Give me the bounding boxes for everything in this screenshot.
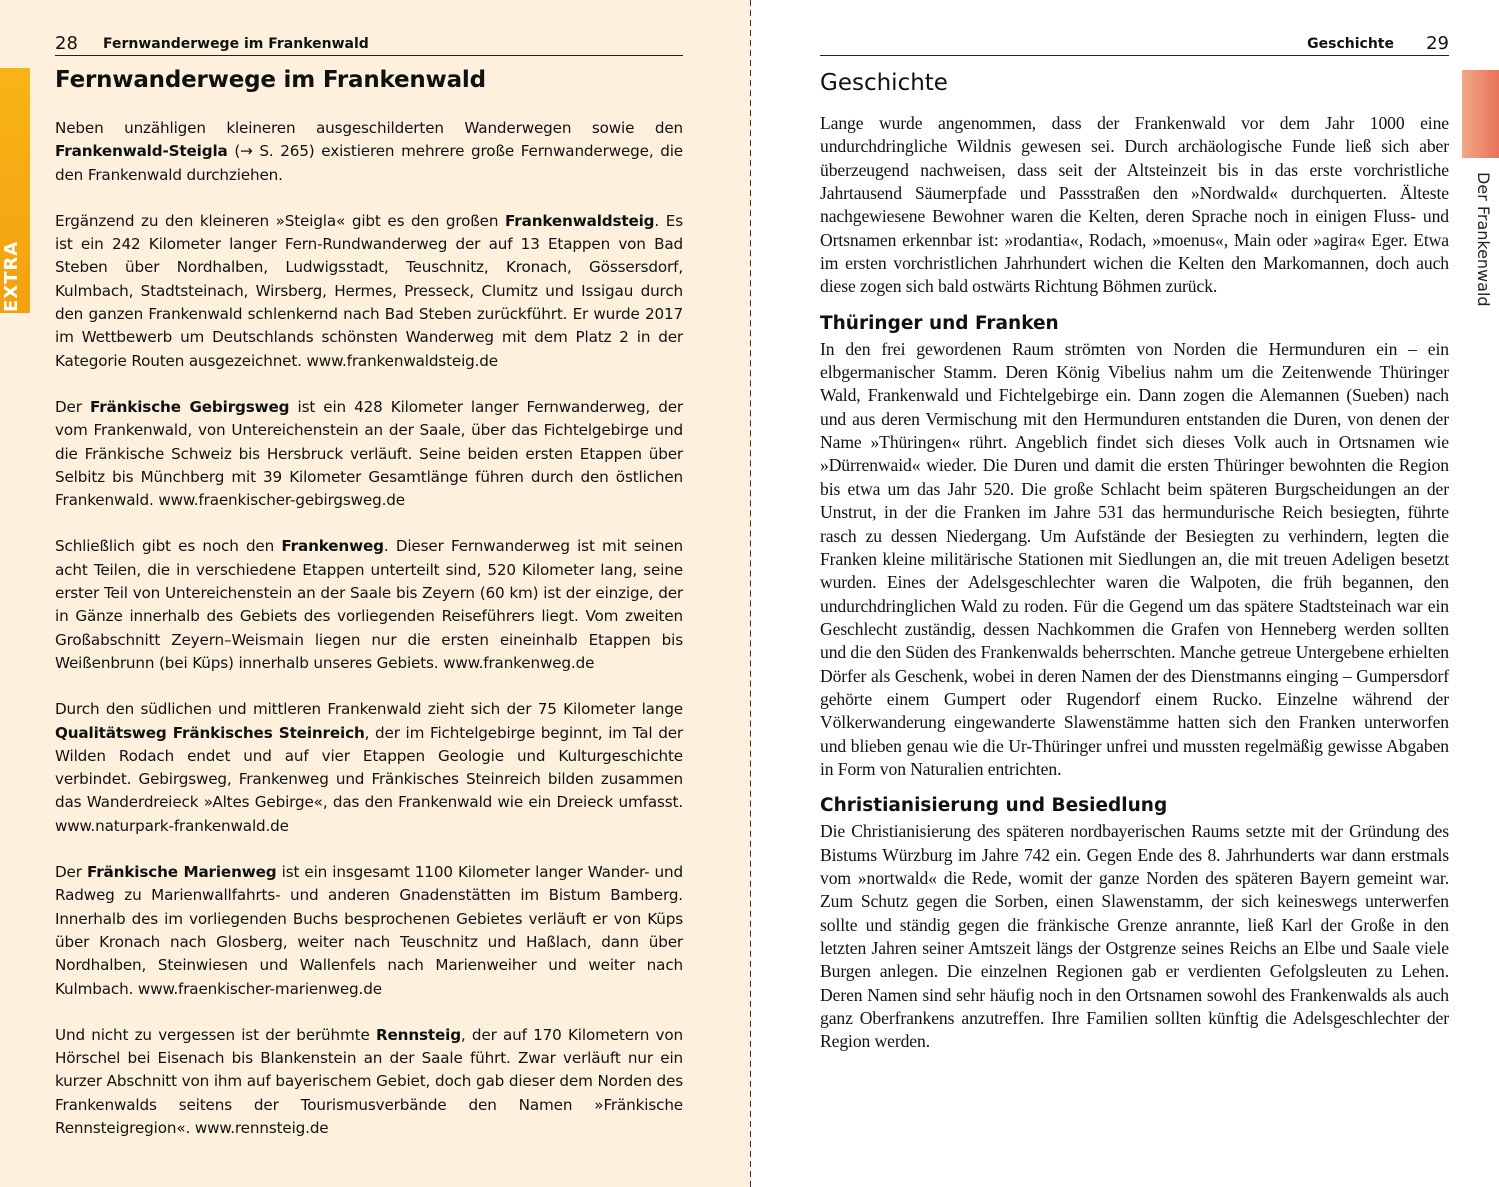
left-running-head: Fernwanderwege im Frankenwald [103,36,369,52]
bold-term: Frankenweg [281,537,384,556]
bold-term: Rennsteig [375,1025,461,1044]
paragraph-steigla [55,117,683,187]
text-run: Der [55,863,87,882]
paragraph-steinreich [55,698,683,838]
paragraph-gebirgsweg [55,396,683,512]
section-text-christianisierung: Die Christianisierung des späteren nordbayerischen Raums setzte mit der Gründung des Bistums Würzburg im Jahre 742 ein. Gegen Ende des 8. Jahrhunderts war dann erstmals vom »nortwald« die Rede, womit der ganze Norden des späteren Bayern gemeint war. Zum Schutz gegen die Sorben, einen Slawenstamm, der sich keineswegs unterwerfen sollte und ständig gegen die fränkische Grenze anrannte, ließ Karl der Große in den letzten Jahren seiner Amtszeit längs der Ostgrenze seines Reichs an Elbe und Saale viele Burgen anlegen. Die einzelnen Regionen gab er verdienten Gefolgsleuten zu Lehen. Deren Namen sind sehr häufig noch in den Ortsnamen sowohl des Frankenwalds als auch ganz Oberfrankens anzutreffen. Ihre Familien sollten künftig die Adelsgeschlechter der Region werden. [820,821,1449,1052]
paragraph-marienweg [55,861,683,1001]
text-run: , der im Fichtelgebirge beginnt, im Tal der Wilden Rodach endet und auf vier Etappen Geologie und Kulturgeschichte verbindet. Gebirgsweg, Frankenweg und Fränkisches Steinreich bilden zusammen das Wanderdreieck »Altes Gebirge«, das den Frankenwald wie ein Dreieck umfasst. www.naturpark-frankenwald.de [55,723,683,835]
right-page-header [820,33,1449,56]
paragraph-rennsteig [55,1024,683,1140]
text-run: ist ein 428 Kilometer langer Fernwanderweg, der vom Frankenwald, von Untereichenstein an der Saale, über das Fichtelgebirge und die Fränkische Schweiz bis Hersbruck verläuft. Seine beiden ersten Etappen über Selbitz bis Münchberg mit 39 Kilometer Gesamtlänge führen durch den östlichen Frankenwald. www.fraenkischer-gebirgsweg.de [55,397,683,510]
bold-term: Fränkische Gebirgsweg [89,397,290,416]
right-page [751,0,1499,1187]
text-run: . Dieser Fernwanderweg ist mit seinen acht Teilen, die in verschiedene Etappen unterteilt sind, 520 Kilometer lang, seine erster Teil von Untereichenstein an der Saale bis Zeyern (60 km) ist der einzige, der in Gänze innerhalb des Gebiets des vorliegenden Reiseführers liegt. Vom zweiten Großabschnitt Zeyern–Weismain liegen nur die ersten eineinhalb Etappen bis Weißenbrunn (bei Küps) innerhalb unseres Gebiets. www.frankenweg.de [55,537,683,672]
text-run: ist ein insgesamt 1100 Kilometer langer Wander- und Radweg zu Marienwallfahrts- und anderen Gnadenstätten im Bistum Bamberg. Innerhalb des im vorliegenden Buchs besprochenen Gebietes verläuft er von Küps über Kronach nach Glosberg, weiter nach Teuschnitz und Haßlach, dann über Nordhalben, Steinwiesen und Wallenfels nach Marienweiher und weiter nach Kulmbach. www.fraenkischer-marienweg.de [55,863,683,998]
paragraph-frankenwaldsteig [55,210,683,373]
text-run: Durch den südlichen und mittleren Frankenwald zieht sich der 75 Kilometer lange [55,700,683,719]
right-page-content [820,68,1449,1054]
extra-side-label: EXTRA [1,240,22,312]
right-page-title: Geschichte [820,70,948,96]
text-run: Der [55,397,90,416]
bold-term: Fränkische Marienweg [86,863,277,882]
left-page-number: 28 [55,33,78,54]
right-running-head: Geschichte [1307,36,1394,52]
chapter-side-tab [1462,70,1499,158]
left-page-content [55,65,683,1163]
bold-term: Frankenwald-Steigla [55,142,228,161]
left-page-header [55,33,683,56]
text-run: . Es ist ein 242 Kilometer langer Fern-Rundwanderweg der auf 13 Etappen von Bad Steben über Nordhalben, Ludwigsstadt, Teuschnitz, Kronach, Gössersdorf, Kulmbach, Stadtsteinach, Wirsberg, Hermes, Presseck, Clumitz und Issigau durch den ganzen Frankenwald schlenkernd nach Bad Steben zurückführt. Er wurde 2017 im Wettbewerb um Deutschlands schönsten Wanderweg mit dem Platz 2 in der Kategorie Routen ausgezeichnet. www.frankenwaldsteig.de [55,211,683,370]
text-run: Schließlich gibt es noch den [55,537,282,556]
left-page-title: Fernwanderwege im Frankenwald [55,67,486,93]
text-run: , der auf 170 Kilometern von Hörschel bei Eisenach bis Blankenstein an der Saale führt. Zwar verläuft nur ein kurzer Abschnitt von ihm auf bayerischem Gebiet, doch gab dieser dem Norden des Frankenwalds seitens der Tourismusverbände den Namen »Fränkische Rennsteigregion«. www.rennsteig.de [55,1025,683,1137]
text-run: Ergänzend zu den kleineren »Steigla« gibt es den großen [55,211,506,230]
text-run: (→ S. 265) existieren mehrere große Fernwanderwege, die den Frankenwald durchziehen. [55,142,683,184]
chapter-side-label: Der Frankenwald [1474,172,1493,307]
bold-term: Frankenwaldsteig [505,211,655,230]
intro-paragraph: Lange wurde angenommen, dass der Frankenwald vor dem Jahr 1000 eine undurchdringliche Wildnis gewesen sei. Durch archäologische Funde ließ sich aber überzeugend nachweisen, dass seit der Altsteinzeit bis in das erste vorchristliche Jahrtausend Säumerpfade und Passstraßen den »Nordwald« durchquerten. Älteste nachgewiesene Bewohner waren die Kelten, deren Sprache noch in einigen Fluss- und Ortsnamen erkennbar ist: »rodantia«, Rodach, »moenus«, Main oder »agira« Eger. Etwa im ersten vorchristlichen Jahrhundert wichen die Kelten den Markomannen, doch auch diese zogen sich bald ostwärts Richtung Böhmen zurück. [820,113,1449,297]
bold-term: Qualitätsweg Fränkisches Steinreich [55,723,365,742]
text-run: Und nicht zu vergessen ist der berühmte [55,1025,376,1044]
section-text-thueringer: In den frei gewordenen Raum strömten von Norden die Hermunduren ein – ein elbgermanischer Stamm. Deren König Vibelius nahm um die Zeitenwende Thüringer Wald, Frankenwald und Fichtelgebirge ein. Dann zogen die Alemannen (Sueben) nach und aus deren Vermischung mit den Hermunduren entstanden die Duren, von denen der Name »Thüringen« rührt. Angeblich findet sich dieses Volk auch in Ortsnamen wie »Dürrenwaid« wieder. Die Duren und damit die ersten Thüringer bewohnten die Region bis etwa um das Jahr 520. Die große Schlacht beim späteren Burgscheidungen an der Unstrut, in der die Franken im Jahre 531 das hermundurische Reich besiegten, führte rasch zu dessen Niedergang. Um Aufstände der Besiegten zu verhindern, legten die Franken kleine militärische Stationen mit Siedlungen an, die mit treuen Adeligen besetzt wurden. Eines der Adelsgeschlechter waren die Walpoten, die früh begannen, den undurchdringlichen Wald zu roden. Für die Gegend um das spätere Stadtsteinach war ein Geschlecht zuständig, dessen Nachkommen die Grafen von Henneberg werden sollten und die den Süden des Frankenwalds beherrschten. Manche getreue Untergebene erhielten Dörfer als Geschenk, wobei in deren Namen der des Dienstmanns einging – Gumpersdorf gehörte einem Gumpert oder Rugendorf einem Rucko. Einzelne während der Völkerwanderung eingewanderte Slawenstämme hatten sich den Franken unterworfen und blieben genau wie die Ur-Thüringer unfrei und mussten regelmäßig gewisse Abgaben in Form von Naturalien entrichten. [820,338,1449,779]
section-heading-christianisierung: Christianisierung und Besiedlung [820,795,1168,817]
section-heading-thueringer: Thüringer und Franken [820,312,1059,334]
paragraph-frankenweg [55,535,683,675]
text-run: Neben unzähligen kleineren ausgeschilderten Wanderwegen sowie den [55,119,683,137]
right-page-number: 29 [1426,33,1449,54]
